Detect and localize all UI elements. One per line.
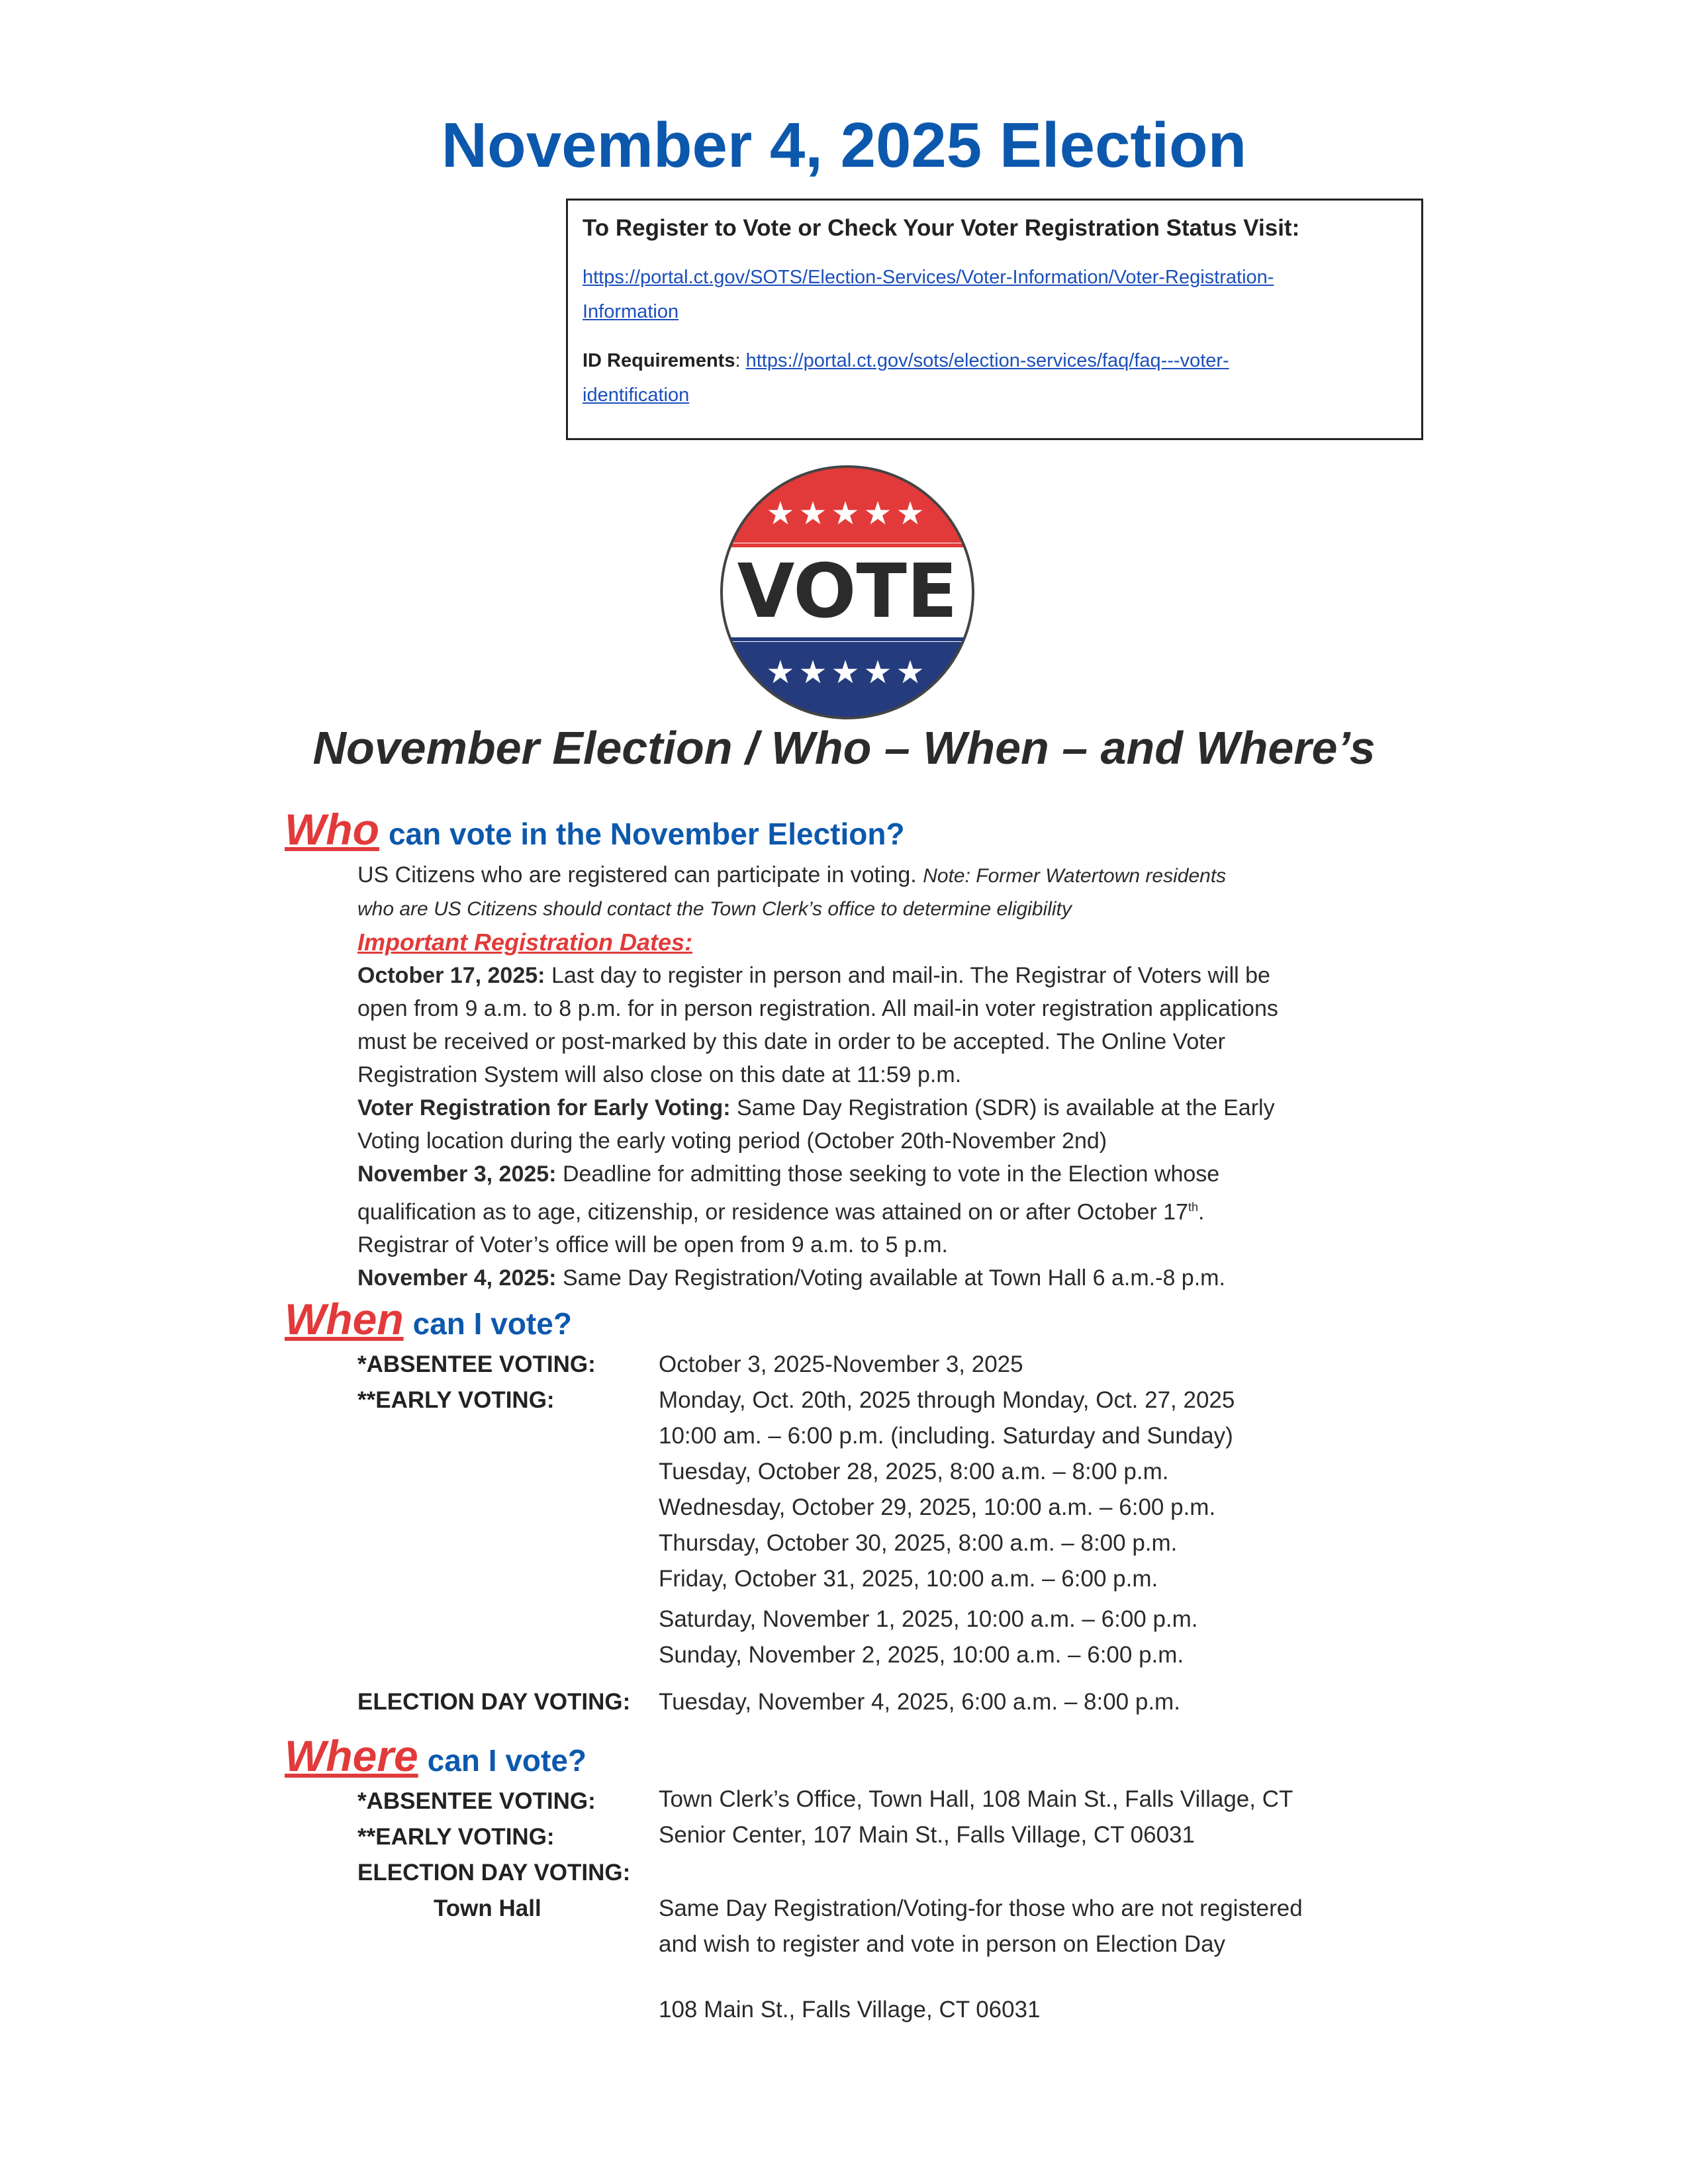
when-election-label: ELECTION DAY VOTING: xyxy=(357,1689,631,1715)
where-election-label: ELECTION DAY VOTING: xyxy=(357,1860,631,1886)
id-requirements-link-line2[interactable]: identification xyxy=(583,385,690,406)
registration-heading: To Register to Vote or Check Your Voter Registration Status Visit: xyxy=(583,215,1300,241)
who-heading xyxy=(285,804,905,854)
badge-top-stars: ★★★★★ xyxy=(766,495,929,532)
date1-text-b: open from 9 a.m. to 8 p.m. for in person registration. All mail-in voter registration applications xyxy=(357,996,1278,1021)
where-early-value: Senior Center, 107 Main St., Falls Village, CT 06031 xyxy=(659,1822,1195,1848)
when-election-value: Tuesday, November 4, 2025, 6:00 a.m. – 8:00 p.m. xyxy=(659,1689,1180,1715)
date1-text-d: Registration System will also close on this date at 11:59 p.m. xyxy=(357,1062,962,1087)
voter-registration-link-line2[interactable]: Information xyxy=(583,301,679,322)
who-heading-big: Who xyxy=(285,805,379,854)
where-absentee-value: Town Clerk’s Office, Town Hall, 108 Main St., Falls Village, CT xyxy=(659,1786,1293,1812)
weekend-line: Saturday, November 1, 2025, 10:00 a.m. – 6:00 p.m. xyxy=(659,1606,1198,1632)
where-sdr-text xyxy=(659,1891,1303,1962)
when-heading-big: When xyxy=(285,1295,404,1343)
where-address: 108 Main St., Falls Village, CT 06031 xyxy=(659,1997,1041,2023)
sdr-line: and wish to register and vote in person on Election Day xyxy=(659,1931,1226,1957)
id-requirements-row xyxy=(583,343,1407,412)
where-heading-big: Where xyxy=(285,1731,418,1780)
registration-info-box xyxy=(566,199,1423,440)
badge-bottom-stars: ★★★★★ xyxy=(766,654,929,691)
id-requirements-separator: : xyxy=(735,350,746,371)
early-line: Friday, October 31, 2025, 10:00 a.m. – 6:00 p.m. xyxy=(659,1566,1158,1592)
voter-registration-link[interactable] xyxy=(583,260,1407,329)
date1-text-a: Last day to register in person and mail-in. The Registrar of Voters will be xyxy=(551,963,1270,988)
when-early-values xyxy=(659,1383,1235,1597)
where-heading-rest: can I vote? xyxy=(427,1743,587,1778)
date3-text-a: Deadline for admitting those seeking to vote in the Election whose xyxy=(562,1161,1220,1187)
subtitle: November Election / Who – When – and Where’s xyxy=(312,722,1376,774)
date2-text-b: Voting location during the early voting period (October 20th-November 2nd) xyxy=(357,1128,1107,1154)
weekend-line: Sunday, November 2, 2025, 10:00 a.m. – 6:00 p.m. xyxy=(659,1642,1184,1668)
who-body xyxy=(357,858,1417,1295)
early-line: Tuesday, October 28, 2025, 8:00 a.m. – 8:00 p.m. xyxy=(659,1459,1169,1484)
who-note-a: Note: Former Watertown residents xyxy=(923,865,1227,887)
date4-text-a: Same Day Registration/Voting available at Town Hall 6 a.m.-8 p.m. xyxy=(562,1265,1225,1291)
page-title: November 4, 2025 Election xyxy=(441,110,1247,181)
who-note-b: who are US Citizens should contact the Town Clerk’s office to determine eligibility xyxy=(357,898,1072,920)
when-heading-rest: can I vote? xyxy=(412,1306,572,1341)
when-absentee-value: October 3, 2025-November 3, 2025 xyxy=(659,1351,1023,1377)
date3-sup: th xyxy=(1188,1201,1198,1214)
voter-registration-link-line1[interactable]: https://portal.ct.gov/SOTS/Election-Services/Voter-Information/Voter-Registration- xyxy=(583,267,1274,288)
id-requirements-label: ID Requirements xyxy=(583,350,735,371)
early-line: Wednesday, October 29, 2025, 10:00 a.m. – 6:00 p.m. xyxy=(659,1494,1216,1520)
id-requirements-link-line1[interactable]: https://portal.ct.gov/sots/election-services/faq/faq---voter- xyxy=(745,350,1229,371)
date3-text-b: qualification as to age, citizenship, or residence was attained on or after October 17 xyxy=(357,1199,1188,1225)
date1-text-c: must be received or post-marked by this date in order to be accepted. The Online Voter xyxy=(357,1029,1225,1054)
when-early-label: **EARLY VOTING: xyxy=(357,1387,555,1413)
badge-vote-text: VOTE xyxy=(737,549,958,635)
where-townhall-label: Town Hall xyxy=(434,1895,541,1921)
date3-text-c: Registrar of Voter’s office will be open from 9 a.m. to 5 p.m. xyxy=(357,1232,948,1258)
where-early-label: **EARLY VOTING: xyxy=(357,1824,555,1850)
date1-label: October 17, 2025: xyxy=(357,963,545,988)
important-dates-heading: Important Registration Dates: xyxy=(357,929,693,956)
when-weekend-values xyxy=(659,1602,1198,1673)
when-heading xyxy=(285,1294,572,1344)
early-line: Thursday, October 30, 2025, 8:00 a.m. – 8:00 p.m. xyxy=(659,1530,1178,1556)
who-heading-rest: can vote in the November Election? xyxy=(388,817,905,851)
when-absentee-label: *ABSENTEE VOTING: xyxy=(357,1351,596,1377)
date3-text-b-end: . xyxy=(1197,1199,1205,1225)
where-heading xyxy=(285,1731,586,1781)
date4-label: November 4, 2025: xyxy=(357,1265,557,1291)
vote-badge-icon xyxy=(718,463,976,721)
early-line: 10:00 am. – 6:00 p.m. (including. Saturday and Sunday) xyxy=(659,1423,1233,1449)
early-line: Monday, Oct. 20th, 2025 through Monday, Oct. 27, 2025 xyxy=(659,1387,1235,1413)
date2-label: Voter Registration for Early Voting: xyxy=(357,1095,731,1120)
sdr-line: Same Day Registration/Voting-for those who are not registered xyxy=(659,1895,1303,1921)
date2-text-a: Same Day Registration (SDR) is available at the Early xyxy=(737,1095,1275,1120)
where-absentee-label: *ABSENTEE VOTING: xyxy=(357,1788,596,1814)
date3-label: November 3, 2025: xyxy=(357,1161,557,1187)
who-line1: US Citizens who are registered can participate in voting. xyxy=(357,862,917,887)
